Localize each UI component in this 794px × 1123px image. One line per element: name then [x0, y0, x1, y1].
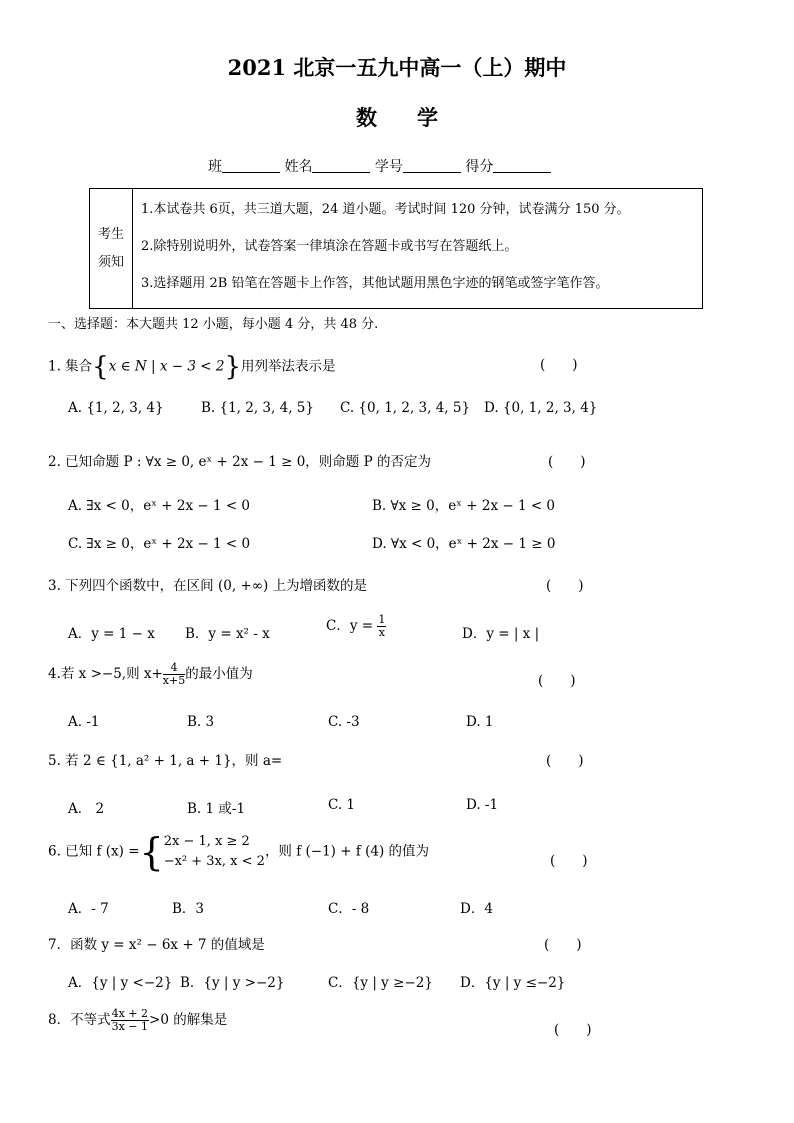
- question-5-stem: 5. 若 2 ∈ {1, a² + 1, a + 1}，则 a=: [48, 753, 283, 769]
- answer-paren[interactable]: ( ): [550, 853, 588, 869]
- q3-option-d[interactable]: D．y = | x |: [462, 626, 540, 642]
- answer-paren[interactable]: ( ): [538, 673, 576, 689]
- section-heading: 一、选择题：本大题共 12 小题，每小题 4 分，共 48 分.: [48, 317, 379, 332]
- notice-items: [133, 189, 703, 309]
- q3-option-b[interactable]: B．y = x² - x: [185, 626, 270, 642]
- q1-set: x ∈ N | x − 3 < 2: [108, 358, 225, 375]
- student-info-line: [208, 156, 551, 176]
- q1-option-c[interactable]: C. {0, 1, 2, 3, 4, 5}: [340, 400, 471, 416]
- student-id-blank[interactable]: [403, 159, 461, 173]
- q6-piecewise: 2x − 1, x ≥ 2 −x² + 3x, x < 2: [163, 834, 265, 869]
- q2-option-b[interactable]: B. ∀x ≥ 0，eˣ + 2x − 1 < 0: [372, 498, 556, 514]
- answer-paren[interactable]: ( ): [546, 578, 584, 594]
- q1-option-a[interactable]: A. {1, 2, 3, 4}: [68, 400, 164, 416]
- q3-option-a[interactable]: A．y = 1 − x: [68, 626, 155, 642]
- q7-option-a[interactable]: A．{y | y <−2}: [68, 975, 173, 991]
- q2-option-c[interactable]: C. ∃x ≥ 0，eˣ + 2x − 1 < 0: [68, 536, 251, 552]
- question-4-stem: 4.若 x >−5,则 x+ $\frac{4}{x+5}$ 的最小值为: [48, 661, 253, 687]
- name-label: 姓名: [284, 159, 313, 175]
- question-8-stem: 8．不等式 $\frac{4x + 2}{3x - 1}$ >0 的解集是: [48, 1007, 228, 1033]
- name-blank[interactable]: [312, 159, 370, 173]
- q6-option-b[interactable]: B．3: [172, 901, 205, 917]
- q5-option-c[interactable]: C. 1: [328, 797, 356, 813]
- q1-option-b[interactable]: B. {1, 2, 3, 4, 5}: [201, 400, 314, 416]
- q8-fraction: $\frac{4x + 2}{3x - 1}$: [111, 1007, 149, 1033]
- q3-c-fraction: $\frac{1}{x}$: [378, 613, 386, 639]
- q6-option-a[interactable]: A．- 7: [68, 901, 109, 917]
- exam-notice-box: [89, 188, 703, 309]
- notice-item: 3.选择题用 2B 铅笔在答题卡上作答，其他试题用黑色字迹的钢笔或签字笔作答。: [141, 276, 609, 291]
- score-blank[interactable]: [493, 159, 551, 173]
- q4-option-d[interactable]: D. 1: [466, 714, 494, 730]
- answer-paren[interactable]: ( ): [548, 454, 586, 470]
- notice-item: 1.本试卷共 6页，共三道大题，24 道小题。考试时间 120 分钟，试卷满分 150 分。: [141, 202, 630, 217]
- student-id-label: 学号: [374, 159, 403, 175]
- question-7-stem: 7．函数 y = x² − 6x + 7 的值域是: [48, 937, 265, 953]
- question-3-stem: 3. 下列四个函数中，在区间 (0, +∞) 上为增函数的是: [48, 578, 368, 594]
- answer-paren[interactable]: ( ): [546, 753, 584, 769]
- q5-option-a[interactable]: A． 2: [68, 801, 105, 817]
- q4-option-c[interactable]: C. -3: [328, 714, 360, 730]
- q4-option-b[interactable]: B. 3: [187, 714, 215, 730]
- exam-title: 2021 北京一五九中高一（上）期中: [227, 55, 567, 80]
- question-2-stem: 2. 已知命题 P : ∀x ≥ 0, eˣ + 2x − 1 ≥ 0，则命题 P 的否定为: [48, 454, 431, 470]
- q3-option-c[interactable]: C．y = $\frac{1}{x}$: [326, 613, 386, 639]
- q7-option-d[interactable]: D．{y | y ≤−2}: [460, 975, 566, 991]
- q5-option-d[interactable]: D. -1: [466, 797, 499, 813]
- answer-paren[interactable]: ( ): [544, 937, 582, 953]
- q1-option-d[interactable]: D. {0, 1, 2, 3, 4}: [484, 400, 598, 416]
- q5-option-b[interactable]: B. 1 或-1: [187, 801, 246, 817]
- q4-fraction: $\frac{4}{x+5}$: [162, 661, 186, 687]
- q4-option-a[interactable]: A. -1: [68, 714, 100, 730]
- score-label: 得分: [465, 159, 494, 175]
- q6-option-d[interactable]: D．4: [460, 901, 493, 917]
- subject-title: 数学: [356, 105, 478, 130]
- notice-item: 2.除特别说明外，试卷答案一律填涂在答题卡或书写在答题纸上。: [141, 239, 518, 254]
- class-blank[interactable]: [222, 159, 280, 173]
- answer-paren[interactable]: ( ): [540, 357, 578, 373]
- answer-paren[interactable]: ( ): [554, 1022, 592, 1038]
- class-label: 班: [208, 159, 222, 175]
- q2-option-d[interactable]: D. ∀x < 0，eˣ + 2x − 1 ≥ 0: [372, 536, 556, 552]
- q6-option-c[interactable]: C．- 8: [328, 901, 370, 917]
- q7-option-c[interactable]: C．{y | y ≥−2}: [328, 975, 433, 991]
- question-1-stem: 1. 集合{x ∈ N | x − 3 < 2}用列举法表示是: [48, 352, 336, 382]
- question-6-stem: 6. 已知 f (x) ={ 2x − 1, x ≥ 2 −x² + 3x, x < 2 ，则 f (−1) + f (4) 的值为: [48, 830, 430, 874]
- notice-label: 考生 须知: [90, 189, 133, 309]
- q2-option-a[interactable]: A. ∃x < 0，eˣ + 2x − 1 < 0: [68, 498, 251, 514]
- q7-option-b[interactable]: B．{y | y >−2}: [180, 975, 285, 991]
